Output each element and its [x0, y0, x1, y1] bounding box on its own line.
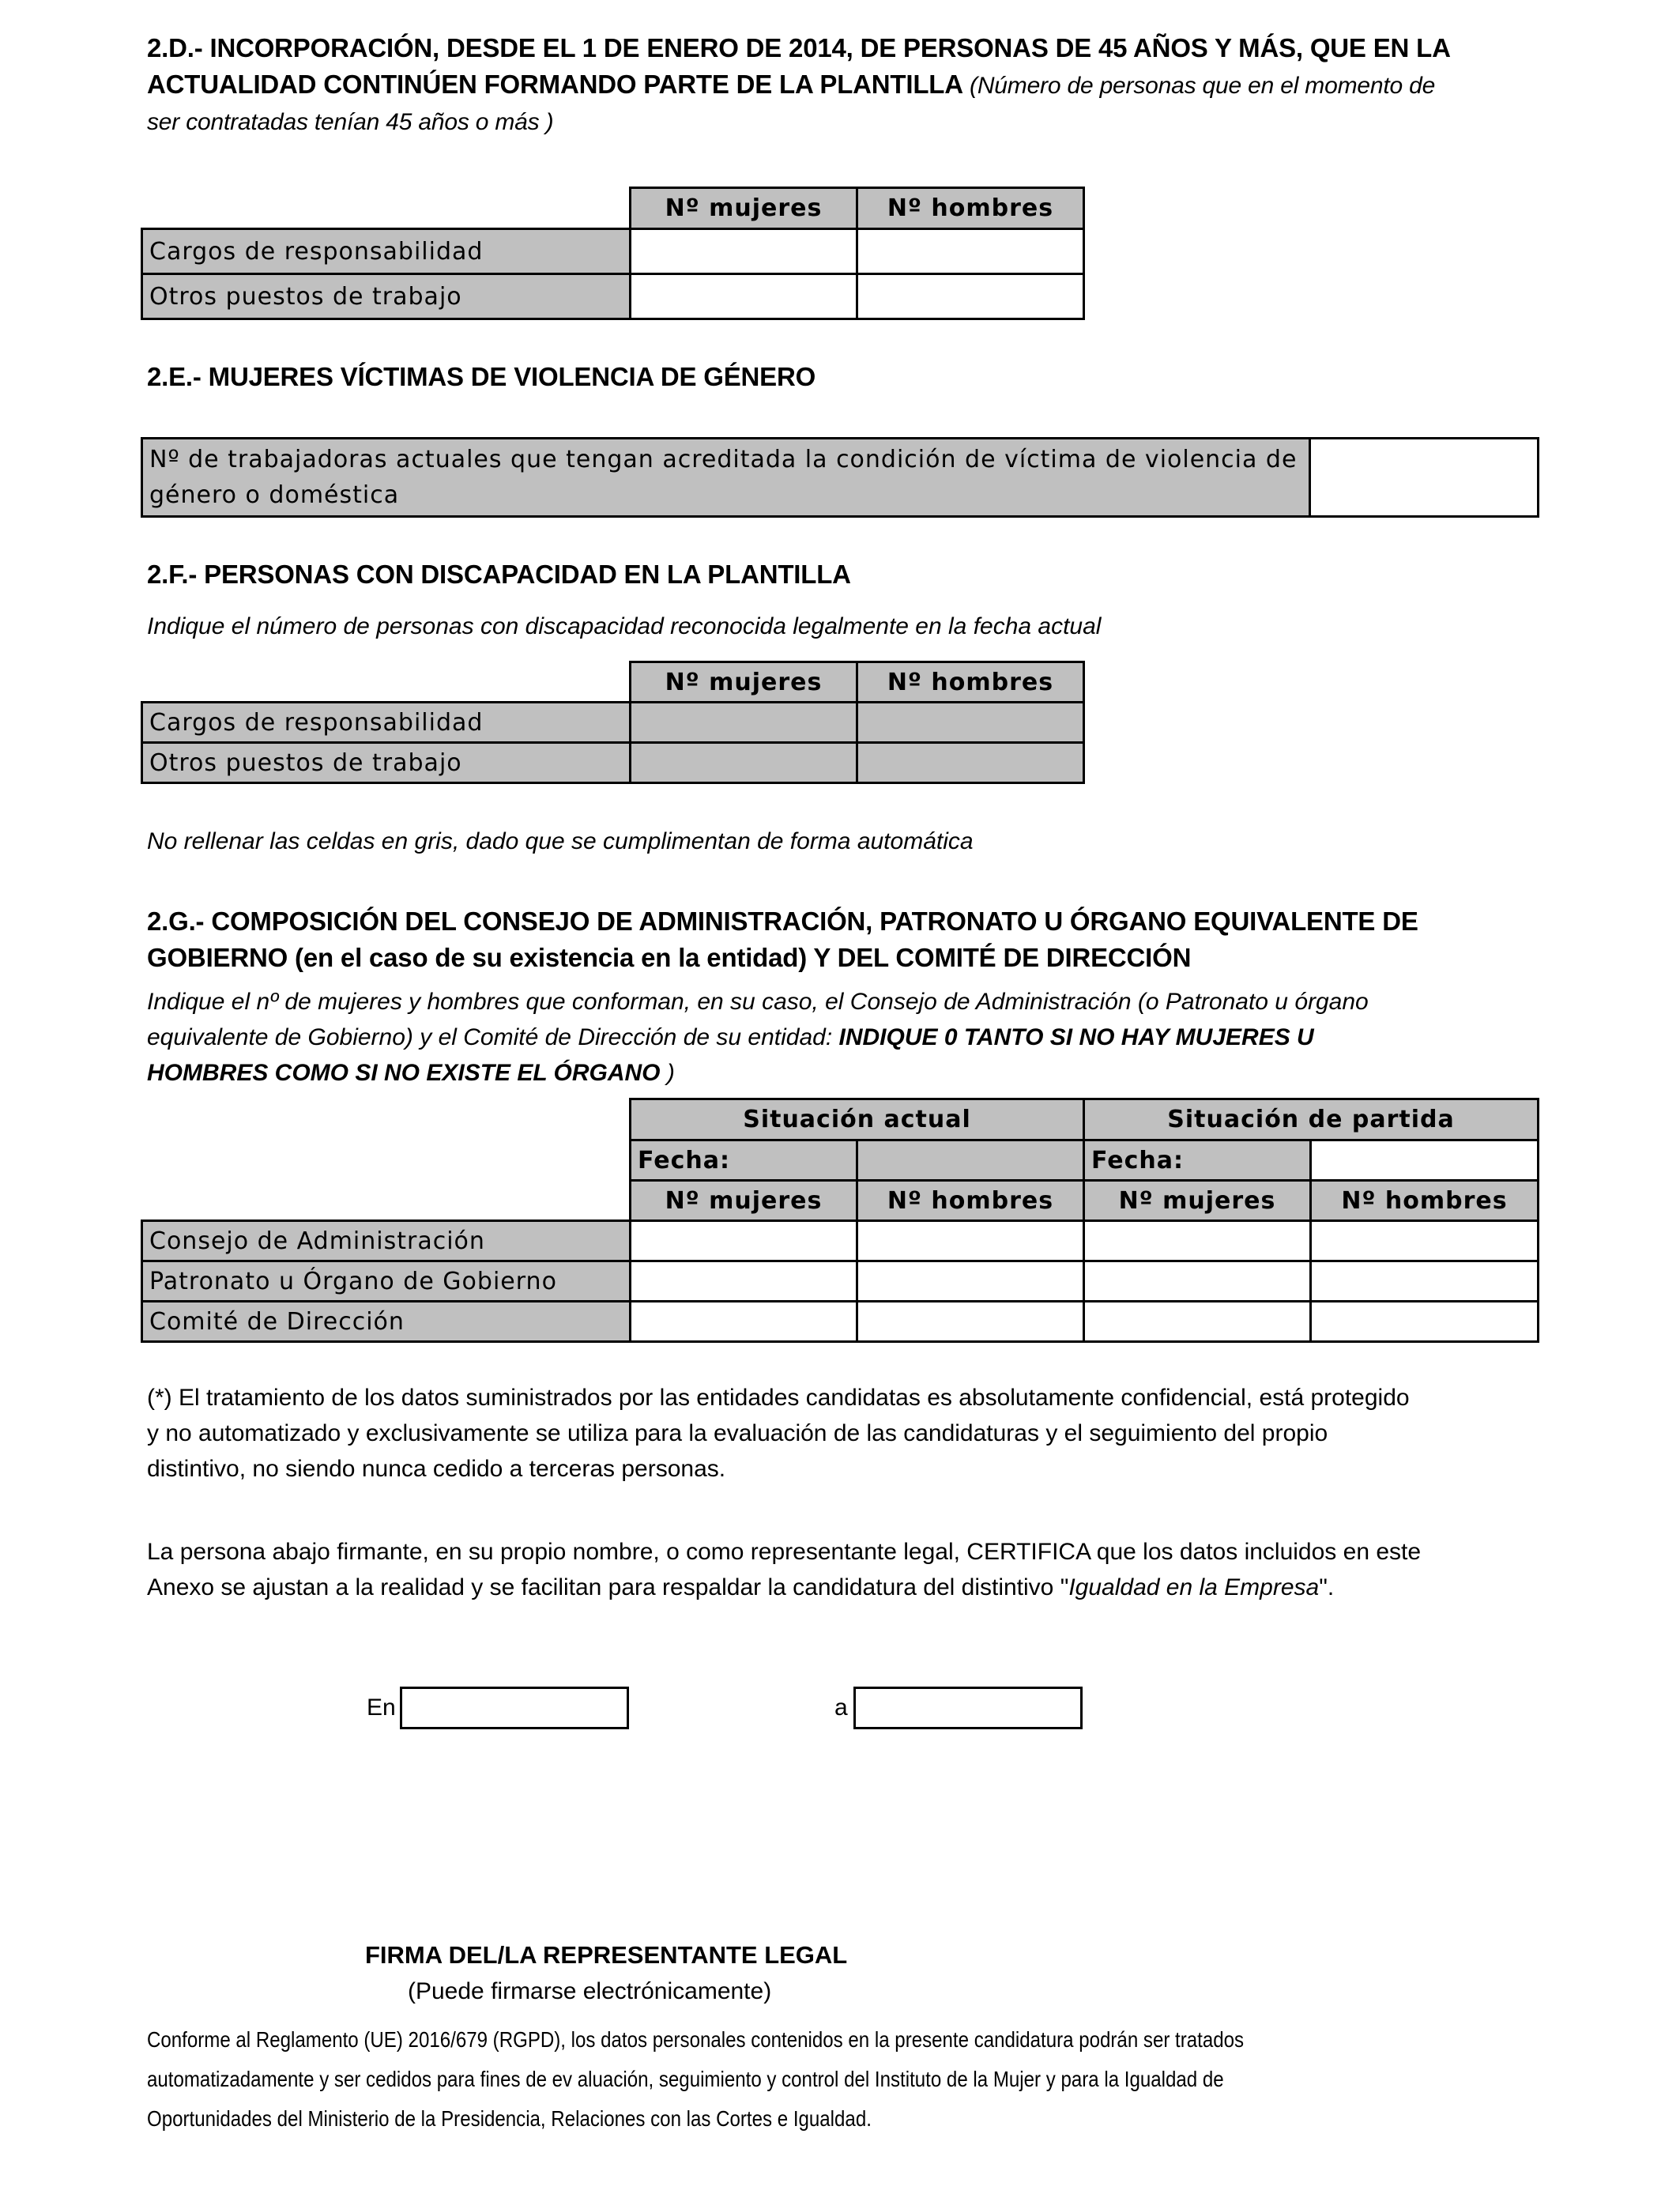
table-2g-fecha-partida-label: Fecha:	[1084, 1140, 1311, 1181]
table-2g	[141, 1098, 1539, 1343]
section-2d-heading-line2	[147, 66, 1554, 104]
table-2d-otros-mujeres-cell[interactable]	[631, 274, 857, 319]
table-2g-fecha-actual-label: Fecha:	[631, 1140, 857, 1181]
section-2g-heading	[147, 903, 1554, 976]
table-2e-label-line1: Nº de trabajadoras actuales que tengan acreditada la condición de víctima de violencia de	[149, 446, 1298, 473]
certification-line	[147, 1570, 1554, 1605]
table-2g-patronato-mujeres-partida-cell[interactable]	[1084, 1261, 1311, 1302]
table-2f	[141, 661, 1085, 784]
table-2g-corner	[142, 1099, 631, 1140]
date-label: a	[834, 1695, 848, 1721]
table-2f-corner	[142, 662, 631, 703]
section-2g-note-line2	[147, 1020, 1554, 1055]
section-2g-note-emphasis-line3: HOMBRES COMO SI NO EXISTE EL ÓRGANO	[147, 1060, 661, 1086]
confidentiality-line: distintivo, no siendo nunca cedido a terceras personas.	[147, 1456, 726, 1482]
table-2f-col-hombres: Nº hombres	[857, 662, 1084, 703]
table-2d-col-mujeres: Nº mujeres	[631, 188, 857, 229]
confidentiality-line: y no automatizado y exclusivamente se utiliza para la evaluación de las candidaturas y el seguimiento del propio	[147, 1420, 1328, 1446]
table-2g-comite-hombres-actual-cell[interactable]	[857, 1302, 1084, 1342]
table-2d-col-hombres: Nº hombres	[857, 188, 1084, 229]
table-2g-row-label: Consejo de Administración	[142, 1221, 631, 1261]
table-2g-situacion-actual-header: Situación actual	[631, 1099, 1084, 1140]
table-2g-row-label: Patronato u Órgano de Gobierno	[142, 1261, 631, 1302]
section-2g-note-emphasis: INDIQUE 0 TANTO SI NO HAY MUJERES U	[838, 1024, 1314, 1050]
gdpr-footer-line: automatizadamente y ser cedidos para fines de ev aluación, seguimiento y control del Instituto de la Mujer y para la Igualdad de	[147, 2067, 1224, 2091]
section-2d-heading-line1: 2.D.- INCORPORACIÓN, DESDE EL 1 DE ENERO DE 2014, DE PERSONAS DE 45 AÑOS Y MÁS, QUE EN LA	[147, 33, 1451, 62]
section-2d-heading-note-line3: ser contratadas tenían 45 años o más )	[147, 109, 554, 135]
table-2f-row-label: Otros puestos de trabajo	[142, 743, 631, 783]
place-label: En	[367, 1695, 396, 1721]
table-2g-consejo-hombres-actual-cell[interactable]	[857, 1221, 1084, 1261]
section-2d-heading-bold: ACTUALIDAD CONTINÚEN FORMANDO PARTE DE LA PLANTILLA	[147, 70, 963, 99]
certification-text-end: ".	[1319, 1574, 1335, 1600]
section-2e-heading: 2.E.- MUJERES VÍCTIMAS DE VIOLENCIA DE GÉNERO	[147, 362, 816, 391]
table-2f-cargos-hombres-cell	[857, 703, 1084, 743]
gdpr-footer	[147, 2020, 1574, 2139]
gdpr-footer-line: Oportunidades del Ministerio de la Presidencia, Relaciones con las Cortes e Igualdad.	[147, 2106, 872, 2131]
gray-cells-note: No rellenar las celdas en gris, dado que se cumplimentan de forma automática	[147, 828, 974, 854]
table-2f-cargos-mujeres-cell	[631, 703, 857, 743]
table-2g-row-label: Comité de Dirección	[142, 1302, 631, 1342]
table-2g-comite-mujeres-partida-cell[interactable]	[1084, 1302, 1311, 1342]
table-2g-col-mujeres-partida: Nº mujeres	[1084, 1181, 1311, 1221]
signature-title: FIRMA DEL/LA REPRESENTANTE LEGAL	[365, 1941, 848, 1969]
table-2d	[141, 187, 1085, 320]
distintivo-name: Igualdad en la Empresa	[1068, 1574, 1320, 1600]
table-2d-cargos-mujeres-cell[interactable]	[631, 229, 857, 274]
table-2d-row-label: Cargos de responsabilidad	[142, 229, 631, 274]
table-2g-corner	[142, 1140, 631, 1181]
table-2f-col-mujeres: Nº mujeres	[631, 662, 857, 703]
table-2d-cargos-hombres-cell[interactable]	[857, 229, 1084, 274]
table-2g-comite-mujeres-actual-cell[interactable]	[631, 1302, 857, 1342]
confidentiality-paragraph	[147, 1380, 1554, 1487]
section-2f-note: Indique el número de personas con discapacidad reconocida legalmente en la fecha actual	[147, 613, 1102, 639]
gdpr-footer-line: Conforme al Reglamento (UE) 2016/679 (RGPD), los datos personales contenidos en la presente candidatura podrán ser tratados	[147, 2027, 1245, 2052]
table-2g-corner	[142, 1181, 631, 1221]
section-2d-heading	[147, 30, 1554, 141]
certification-line: La persona abajo firmante, en su propio nombre, o como representante legal, CERTIFICA que los datos incluidos en este	[147, 1539, 1422, 1565]
table-2g-patronato-hombres-partida-cell[interactable]	[1311, 1261, 1539, 1302]
table-2f-otros-hombres-cell	[857, 743, 1084, 783]
section-2g-note-line1: Indique el nº de mujeres y hombres que conforman, en su caso, el Consejo de Administración (o Patronato u órgano	[147, 989, 1369, 1015]
table-2g-patronato-hombres-actual-cell[interactable]	[857, 1261, 1084, 1302]
signature-subtitle: (Puede firmarse electrónicamente)	[408, 1978, 772, 2004]
table-2g-patronato-mujeres-actual-cell[interactable]	[631, 1261, 857, 1302]
table-2g-consejo-mujeres-partida-cell[interactable]	[1084, 1221, 1311, 1261]
confidentiality-line: (*) El tratamiento de los datos suministrados por las entidades candidatas es absolutamente confidencial, está protegido	[147, 1385, 1410, 1411]
table-2g-comite-hombres-partida-cell[interactable]	[1311, 1302, 1539, 1342]
table-2d-row-label: Otros puestos de trabajo	[142, 274, 631, 319]
table-2e-victimas-cell[interactable]	[1310, 439, 1539, 517]
table-2e	[141, 437, 1539, 518]
table-2g-situacion-partida-header: Situación de partida	[1084, 1099, 1539, 1140]
table-2g-col-hombres-partida: Nº hombres	[1311, 1181, 1539, 1221]
certification-text: Anexo se ajustan a la realidad y se facilitan para respaldar la candidatura del distintivo "	[147, 1574, 1069, 1600]
table-2d-corner	[142, 188, 631, 229]
table-2e-label-line2: género o doméstica	[149, 481, 400, 509]
table-2g-consejo-hombres-partida-cell[interactable]	[1311, 1221, 1539, 1261]
table-2g-fecha-partida-cell[interactable]	[1311, 1140, 1539, 1181]
table-2g-fecha-actual-cell	[857, 1140, 1084, 1181]
table-2e-label	[142, 439, 1310, 517]
table-2d-otros-hombres-cell[interactable]	[857, 274, 1084, 319]
section-2g-note-line3	[147, 1055, 1554, 1091]
section-2f-heading: 2.F.- PERSONAS CON DISCAPACIDAD EN LA PLANTILLA	[147, 560, 851, 589]
date-input[interactable]	[853, 1687, 1083, 1729]
section-2g-note	[147, 984, 1554, 1091]
place-input[interactable]	[400, 1687, 629, 1729]
table-2f-otros-mujeres-cell	[631, 743, 857, 783]
section-2g-heading-line2: GOBIERNO (en el caso de su existencia en la entidad) Y DEL COMITÉ DE DIRECCIÓN	[147, 943, 1192, 972]
section-2d-heading-note: (Número de personas que en el momento de	[962, 73, 1436, 99]
table-2f-row-label: Cargos de responsabilidad	[142, 703, 631, 743]
table-2g-col-hombres-actual: Nº hombres	[857, 1181, 1084, 1221]
section-2g-heading-line1: 2.G.- COMPOSICIÓN DEL CONSEJO DE ADMINISTRACIÓN, PATRONATO U ÓRGANO EQUIVALENTE DE	[147, 907, 1418, 936]
section-2g-note-line3-plain: )	[660, 1060, 675, 1086]
section-2g-note-line2-plain: equivalente de Gobierno) y el Comité de Dirección de su entidad:	[147, 1024, 839, 1050]
table-2g-consejo-mujeres-actual-cell[interactable]	[631, 1221, 857, 1261]
table-2g-col-mujeres-actual: Nº mujeres	[631, 1181, 857, 1221]
certification-paragraph	[147, 1534, 1554, 1605]
